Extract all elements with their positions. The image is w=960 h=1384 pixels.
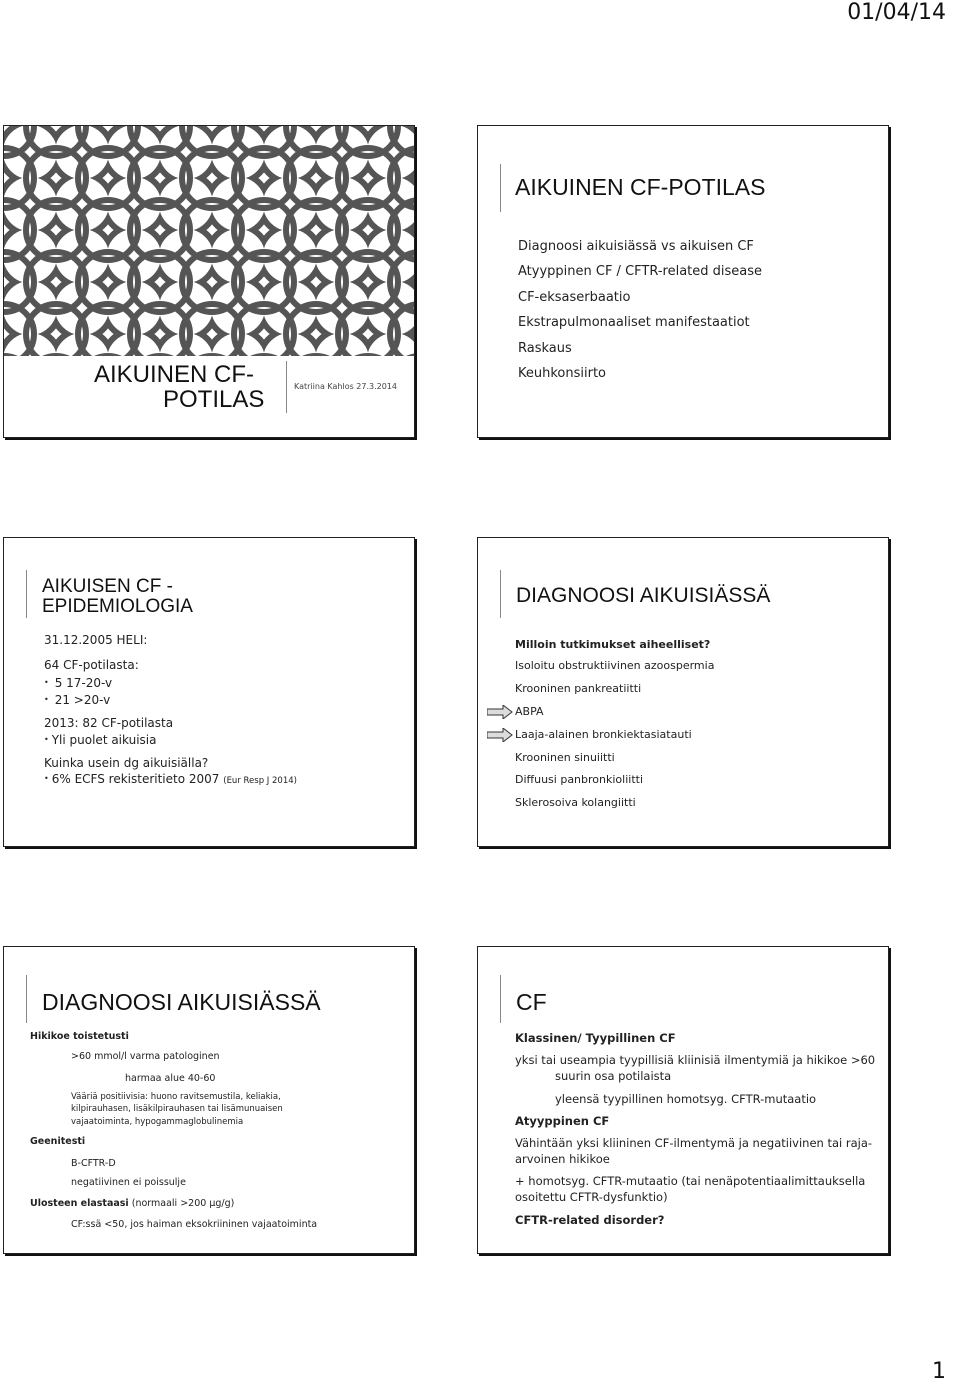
gene-test-line: B-CFTR-D: [71, 1158, 116, 1169]
false-positive-line: vajaatoiminta, hypogammaglobulinemia: [71, 1117, 244, 1127]
false-positive-line: Vääriä positiivisia: huono ravitsemustila, keliakia,: [71, 1092, 281, 1102]
indication-item: Krooninen sinuiitti: [515, 751, 615, 764]
stool-elastase-note: (normaali >200 μg/g): [131, 1198, 235, 1209]
slide-diagnosis-indications: [477, 537, 889, 847]
epi-bullet: • 5 17-20-v: [44, 676, 113, 690]
heading-bar: [26, 975, 27, 1023]
gene-test-line: negatiivinen ei poissulje: [71, 1177, 186, 1188]
epi-line: 64 CF-potilasta:: [44, 658, 139, 672]
slide-heading: DIAGNOOSI AIKUISIÄSSÄ: [516, 584, 771, 607]
epi-line: Kuinka usein dg aikuisiälla?: [44, 756, 209, 770]
indication-item: Krooninen pankreatiitti: [515, 682, 642, 695]
epi-reference: (Eur Resp J 2014): [223, 776, 297, 786]
epi-line: 31.12.2005 HELI:: [44, 633, 148, 647]
indication-item: Laaja-alainen bronkiektasiatauti: [515, 728, 692, 741]
heading-bar: [500, 570, 501, 618]
gene-test-label: Geenitesti: [30, 1136, 86, 1147]
title-divider: [286, 361, 287, 413]
arrow-right-icon: [487, 705, 513, 719]
epi-line: 2013: 82 CF-potilasta: [44, 716, 174, 730]
slide-cf-classification: [477, 946, 889, 1254]
atypical-cf-line: Vähintään yksi kliininen CF-ilmentymä ja negatiivinen tai raja-: [515, 1136, 873, 1150]
slide-heading: CF: [516, 989, 547, 1015]
indication-item: Sklerosoiva kolangiitti: [515, 796, 636, 809]
slide-overview: [477, 125, 889, 438]
slide-title: [3, 125, 415, 438]
arrow-right-icon: [487, 728, 513, 742]
epi-bullet: • Yli puolet aikuisia: [44, 733, 157, 747]
slide-heading: DIAGNOOSI AIKUISIÄSSÄ: [42, 989, 321, 1015]
indication-item: ABPA: [515, 705, 544, 718]
indication-item: Diffuusi panbronkioliitti: [515, 773, 643, 786]
classic-cf-label: Klassinen/ Tyypillinen CF: [515, 1031, 676, 1045]
epi-bullet: • 6% ECFS rekisteritieto 2007 (Eur Resp J 2014): [44, 772, 297, 786]
heading-bar: [500, 975, 501, 1023]
classic-cf-line: yksi tai useampia tyypillisiä kliinisiä ilmentymiä ja hikikoe >60: [515, 1053, 876, 1067]
slide-heading: AIKUINEN CF-POTILAS: [515, 174, 766, 200]
epi-bullet: • 21 >20-v: [44, 693, 111, 707]
overview-item: CF-eksaserbaatio: [518, 290, 631, 305]
sweat-test-line: harmaa alue 40-60: [125, 1073, 216, 1084]
stool-elastase-line: CF:ssä <50, jos haiman eksokriininen vajaatoiminta: [71, 1219, 318, 1230]
slide-epidemiology: [3, 537, 415, 847]
heading-bar: [500, 164, 501, 212]
sweat-test-line: >60 mmol/l varma patologinen: [71, 1051, 220, 1062]
overview-item: Ekstrapulmonaaliset manifestaatiot: [518, 315, 750, 330]
slide-heading-line2: EPIDEMIOLOGIA: [42, 596, 193, 617]
overview-item: Atyyppinen CF / CFTR-related disease: [518, 264, 763, 279]
overview-item: Keuhkonsiirto: [518, 366, 607, 381]
stool-elastase-row: [30, 1198, 234, 1209]
stool-elastase-label: Ulosteen elastaasi: [30, 1198, 129, 1209]
heading-bar: [26, 570, 27, 618]
epi-bullet-text: Yli puolet aikuisia: [51, 733, 157, 747]
slide-heading-line1: AIKUISEN CF -: [42, 576, 173, 597]
epi-bullet-text: 21 >20-v: [54, 693, 111, 707]
overview-item: Diagnoosi aikuisiässä vs aikuisen CF: [518, 239, 754, 254]
author-date: Katriina Kahlos 27.3.2014: [294, 382, 398, 391]
slide-title-line1: AIKUINEN CF-: [94, 361, 255, 388]
cftr-related-label: CFTR-related disorder?: [515, 1213, 665, 1227]
indication-question: Milloin tutkimukset aiheelliset?: [515, 638, 711, 651]
page-date: 01/04/14: [847, 0, 946, 25]
atypical-cf-label: Atyyppinen CF: [515, 1114, 610, 1128]
decorative-circle-pattern: [4, 126, 414, 356]
overview-item: Raskaus: [518, 341, 572, 356]
sweat-test-label: Hikikoe toistetusti: [30, 1031, 129, 1042]
atypical-cf-line: + homotsyg. CFTR-mutaatio (tai nenäpotentiaalimittauksella: [515, 1174, 866, 1188]
atypical-cf-line: osoitettu CFTR-dysfunktio): [515, 1190, 668, 1204]
epi-bullet-text: 6% ECFS rekisteritieto 2007: [51, 772, 220, 786]
page-number: 1: [932, 1359, 946, 1384]
slide-diagnostics: [3, 946, 415, 1254]
atypical-cf-line: arvoinen hikikoe: [515, 1152, 610, 1166]
classic-cf-line: suurin osa potilaista: [555, 1069, 672, 1083]
slide-title-line2: POTILAS: [163, 386, 265, 413]
false-positive-line: kilpirauhasen, lisäkilpirauhasen tai lisämunuaisen: [71, 1104, 283, 1114]
epi-bullet-text: 5 17-20-v: [54, 676, 113, 690]
indication-item: Isoloitu obstruktiivinen azoospermia: [515, 659, 715, 672]
classic-cf-line: yleensä tyypillinen homotsyg. CFTR-mutaatio: [555, 1092, 817, 1106]
